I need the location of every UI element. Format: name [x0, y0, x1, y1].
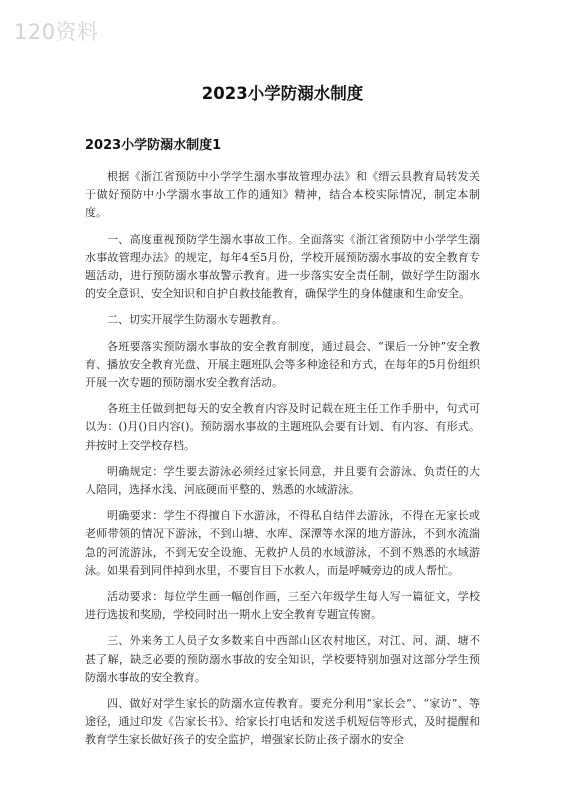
- watermark-logo: 120资料: [14, 20, 99, 44]
- paragraph: 各班要落实预防溺水事故的安全教育制度，通过晨会、“课后一分钟”安全教育、播放安全教育光盘、开展主题班队会等多种途径和方式，在每年的5月份组织开展一次专题的预防溺水安全教育活动。: [85, 339, 480, 390]
- paragraph: 二、切实开展学生防溺水专题教育。: [107, 313, 283, 327]
- document-body: [85, 168, 480, 758]
- paragraph: 一、高度重视预防学生溺水事故工作。全面落实《浙江省预防中小学学生溺水事故管理办法》的规定，每年4至5月份，学校开展预防溺水事故的安全教育专题活动，进行预防溺水事故警示教育。进一步落实安全责任制，做好学生防溺水的安全意识、安全知识和自护自救技能教育，确保学生的身体健康和生命安全。: [85, 232, 480, 301]
- paragraph: 明确要求：学生不得擅自下水游泳，不得私自结伴去游泳，不得在无家长或老师带领的情况下游泳，不到山塘、水库、深潭等水深的地方游泳，不到水流湍急的河流游泳，不到无安全设施、无救护人员的水域游泳，不到不熟悉的水域游泳。如果看到同伴掉到水里，不要盲目下水救人，而是呼喊旁边的成人帮忙。: [85, 509, 480, 577]
- paragraph: 活动要求：每位学生画一幅创作画，三至六年级学生每人写一篇征文，学校进行选拔和奖励，学校同时出一期水上安全教育专题宣传窗。: [85, 590, 480, 622]
- paragraph: 根据《浙江省预防中小学学生溺水事故管理办法》和《缙云县教育局转发关于做好预防中小学溺水事故工作的通知》精神，结合本校实际情况，制定本制度。: [85, 170, 480, 220]
- paragraph: 三、外来务工人员子女多数来自中西部山区农村地区，对江、河、湖、塘不甚了解，缺乏必要的预防溺水事故的安全知识，学校要特别加强对这部分学生预防溺水事故的安全教育。: [85, 634, 480, 684]
- section-heading: 2023小学防溺水制度1: [85, 138, 222, 153]
- paragraph: 各班主任做到把每天的安全教育内容及时记载在班主任工作手册中，句式可以为：()月()日内容()。预防溺水事故的主题班队会要有计划、有内容、有形式。并按时上交学校存档。: [85, 402, 480, 452]
- document-title: 2023小学防溺水制度: [201, 84, 364, 103]
- paragraph: 明确规定：学生要去游泳必须经过家长同意，并且要有会游泳、负责任的大人陪同，选择水浅、河底硬而平整的、熟悉的水域游泳。: [85, 464, 480, 497]
- paragraph: 四、做好对学生家长的防溺水宣传教育。要充分利用“家长会”、“家访”、等途径，通过印发《告家长书》、给家长打电话和发送手机短信等形式，及时提醒和教育学生家长做好孩子的安全监护，增强家长防止孩子溺水的安全: [85, 697, 480, 747]
